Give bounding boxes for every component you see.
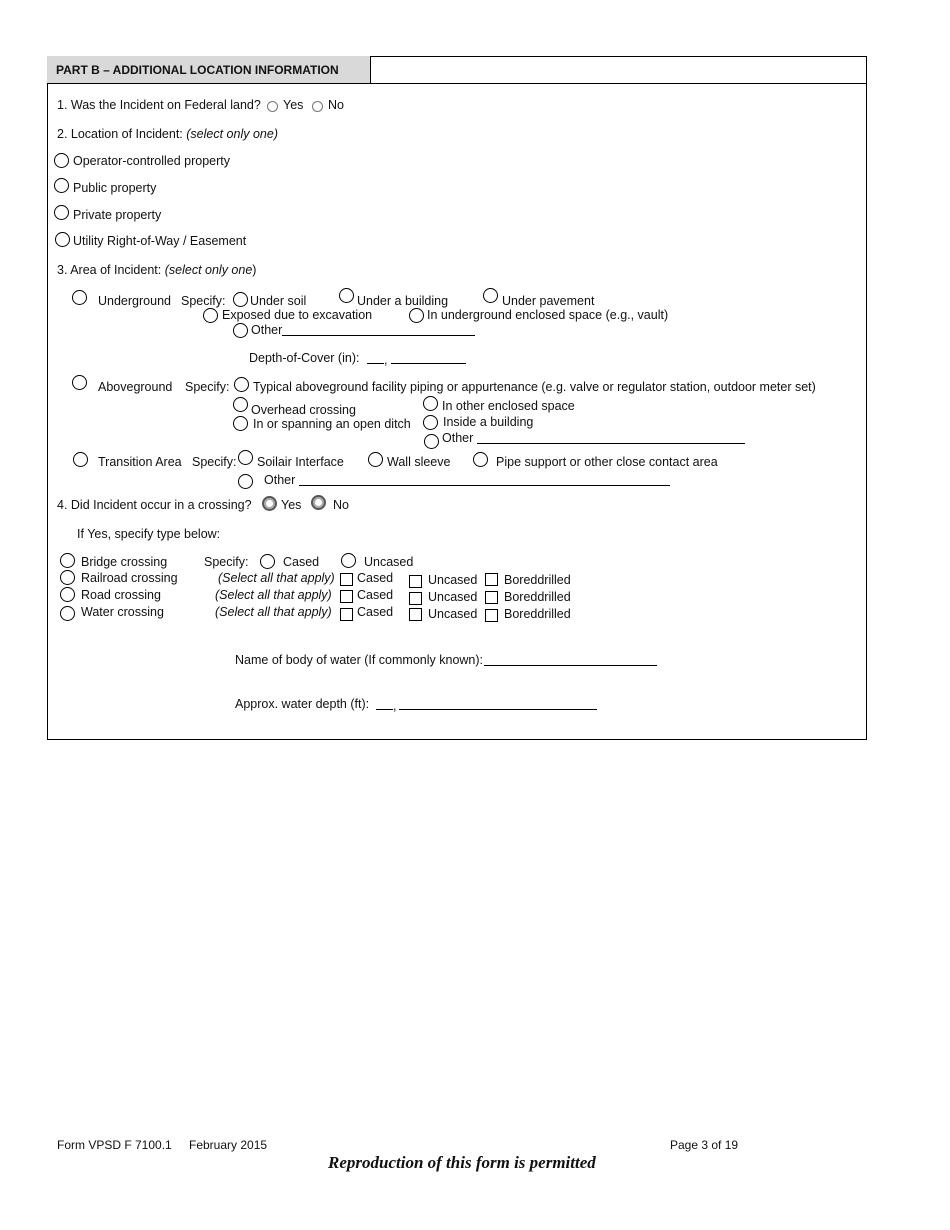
q3-ag-ditch-radio[interactable] bbox=[233, 416, 248, 431]
section-header: PART B – ADDITIONAL LOCATION INFORMATION bbox=[47, 56, 371, 84]
q3-ug-building-radio[interactable] bbox=[339, 288, 354, 303]
q3-ag-typical-radio[interactable] bbox=[234, 377, 249, 392]
q3-ug-soil-radio[interactable] bbox=[233, 292, 248, 307]
q3-ug-other-field[interactable] bbox=[282, 324, 475, 336]
q4-road-select-all: (Select all that apply) bbox=[215, 588, 332, 602]
q4-water-depth-field-b[interactable] bbox=[399, 698, 597, 710]
q4-water-uncased-checkbox[interactable] bbox=[409, 608, 422, 621]
q3-ag-ditch-label: In or spanning an open ditch bbox=[253, 417, 411, 431]
q3-tr-sleeve-label: Wall sleeve bbox=[387, 455, 451, 469]
q4-railroad-cased-checkbox[interactable] bbox=[340, 573, 353, 586]
q2-label bbox=[57, 127, 278, 141]
footer-form-id: Form VPSD F 7100.1 bbox=[57, 1138, 172, 1152]
q1-label: 1. Was the Incident on Federal land? bbox=[57, 98, 261, 112]
q4-no-label: No bbox=[333, 498, 349, 512]
q4-railroad-boreddrilled-checkbox[interactable] bbox=[485, 573, 498, 586]
q4-bridge-radio[interactable] bbox=[60, 553, 75, 568]
q3-tr-sleeve-radio[interactable] bbox=[368, 452, 383, 467]
q3-ug-pavement-radio[interactable] bbox=[483, 288, 498, 303]
q4-water-depth-label: Approx. water depth (ft): bbox=[235, 697, 370, 711]
q3-aboveground-radio[interactable] bbox=[72, 375, 87, 390]
q4-bridge-uncased-label: Uncased bbox=[364, 555, 414, 569]
q3-depth-label: Depth-of-Cover (in): bbox=[249, 351, 360, 365]
q1-no-radio[interactable] bbox=[312, 101, 323, 112]
q4-bridge-cased-radio[interactable] bbox=[260, 554, 275, 569]
q4-water-label: Water crossing bbox=[81, 605, 164, 619]
q3-label-text: 3. Area of Incident: bbox=[57, 263, 162, 277]
q2-radio-operator[interactable] bbox=[54, 153, 69, 168]
q3-tr-soilair-label: Soilair Interface bbox=[257, 455, 344, 469]
q4-sub-label: If Yes, specify type below: bbox=[77, 527, 221, 541]
q3-ug-excavation-radio[interactable] bbox=[203, 308, 218, 323]
q3-ug-excavation-label: Exposed due to excavation bbox=[222, 308, 373, 322]
q2-radio-private[interactable] bbox=[54, 205, 69, 220]
q3-ag-other-enclosed-label: In other enclosed space bbox=[442, 399, 575, 413]
q3-aboveground-label: Aboveground bbox=[98, 380, 173, 394]
q4-water-depth-sep: , bbox=[393, 699, 397, 713]
q3-tr-support-label: Pipe support or other close contact area bbox=[496, 455, 718, 469]
q4-railroad-boreddrilled-label: Boreddrilled bbox=[504, 573, 571, 587]
q3-ag-typical-label: Typical aboveground facility piping or appurtenance (e.g. valve or regulator station, outdoor meter set) bbox=[253, 380, 816, 394]
q3-tr-soilair-radio[interactable] bbox=[238, 450, 253, 465]
q3-transition-label: Transition Area bbox=[98, 455, 182, 469]
q4-road-cased-checkbox[interactable] bbox=[340, 590, 353, 603]
q4-road-cased-label: Cased bbox=[357, 588, 394, 602]
q4-label: 4. Did Incident occur in a crossing? bbox=[57, 498, 252, 512]
q4-railroad-radio[interactable] bbox=[60, 570, 75, 585]
q3-ug-enclosed-label: In underground enclosed space (e.g., vault) bbox=[427, 308, 669, 322]
q4-railroad-uncased-label: Uncased bbox=[428, 573, 478, 587]
q3-transition-radio[interactable] bbox=[73, 452, 88, 467]
q4-water-cased-label: Cased bbox=[357, 605, 394, 619]
footer-page: Page 3 of 19 bbox=[670, 1138, 739, 1152]
q4-water-name-field[interactable] bbox=[484, 654, 657, 666]
q3-depth-field-b[interactable] bbox=[391, 352, 466, 364]
header-divider bbox=[371, 83, 867, 84]
q3-ag-other-field[interactable] bbox=[477, 432, 745, 444]
q4-road-uncased-label: Uncased bbox=[428, 590, 478, 604]
q4-road-boreddrilled-label: Boreddrilled bbox=[504, 590, 571, 604]
q2-option-operator: Operator-controlled property bbox=[73, 154, 231, 168]
q4-yes-label: Yes bbox=[281, 498, 302, 512]
q4-water-boreddrilled-checkbox[interactable] bbox=[485, 609, 498, 622]
q4-bridge-uncased-radio[interactable] bbox=[341, 553, 356, 568]
q3-aboveground-specify: Specify: bbox=[185, 380, 230, 394]
q4-bridge-label: Bridge crossing bbox=[81, 555, 168, 569]
q3-tr-support-radio[interactable] bbox=[473, 452, 488, 467]
q3-depth-field-a[interactable] bbox=[367, 352, 384, 364]
q3-label: 3. Area of Incident: (select only one) bbox=[57, 263, 257, 277]
q3-ag-overhead-label: Overhead crossing bbox=[251, 403, 356, 417]
q4-road-uncased-checkbox[interactable] bbox=[409, 592, 422, 605]
q3-ug-enclosed-radio[interactable] bbox=[409, 308, 424, 323]
q1-yes-radio[interactable] bbox=[267, 101, 278, 112]
q3-tr-other-label: Other bbox=[264, 473, 296, 487]
q2-hint: (select only one) bbox=[186, 127, 278, 141]
q4-railroad-select-all: (Select all that apply) bbox=[218, 571, 335, 585]
q3-underground-specify: Specify: bbox=[181, 294, 226, 308]
q3-ug-building-label: Under a building bbox=[357, 294, 449, 308]
q3-hint: select only one bbox=[168, 263, 253, 277]
q2-option-private: Private property bbox=[73, 208, 162, 222]
q3-ag-overhead-radio[interactable] bbox=[233, 397, 248, 412]
q1-yes-label: Yes bbox=[283, 98, 304, 112]
q3-tr-other-radio[interactable] bbox=[238, 474, 253, 489]
q3-ag-inside-label: Inside a building bbox=[443, 415, 534, 429]
q4-road-boreddrilled-checkbox[interactable] bbox=[485, 591, 498, 604]
q4-water-name-label: Name of body of water (If commonly known): bbox=[235, 653, 484, 667]
q4-road-label: Road crossing bbox=[81, 588, 161, 602]
q3-ag-inside-radio[interactable] bbox=[423, 415, 438, 430]
q4-road-radio[interactable] bbox=[60, 587, 75, 602]
q4-water-boreddrilled-label: Boreddrilled bbox=[504, 607, 571, 621]
q4-water-depth-field-a[interactable] bbox=[376, 698, 393, 710]
q3-underground-radio[interactable] bbox=[72, 290, 87, 305]
q2-label-text: 2. Location of Incident: bbox=[57, 127, 183, 141]
q2-radio-row[interactable] bbox=[55, 232, 70, 247]
q4-bridge-specify: Specify: bbox=[204, 555, 249, 569]
q4-water-select-all: (Select all that apply) bbox=[215, 605, 332, 619]
q3-ug-pavement-label: Under pavement bbox=[502, 294, 595, 308]
q1-no-label: No bbox=[328, 98, 344, 112]
q3-ug-other-radio[interactable] bbox=[233, 323, 248, 338]
q3-ag-other-label: Other bbox=[442, 431, 474, 445]
q3-ag-other-radio[interactable] bbox=[424, 434, 439, 449]
q3-transition-specify: Specify: bbox=[192, 455, 237, 469]
q4-bridge-cased-label: Cased bbox=[283, 555, 320, 569]
q3-ag-other-enclosed-radio[interactable] bbox=[423, 396, 438, 411]
q4-water-uncased-label: Uncased bbox=[428, 607, 478, 621]
q3-underground-label: Underground bbox=[98, 294, 171, 308]
footer-reproduction-notice: Reproduction of this form is permitted bbox=[328, 1153, 596, 1172]
q4-water-radio[interactable] bbox=[60, 606, 75, 621]
q2-radio-public[interactable] bbox=[54, 178, 69, 193]
footer-date: February 2015 bbox=[189, 1138, 268, 1152]
q3-depth-sep: , bbox=[384, 353, 388, 367]
q4-railroad-label: Railroad crossing bbox=[81, 571, 178, 585]
q3-ug-other-label: Other bbox=[251, 323, 283, 337]
q4-yes-radio[interactable] bbox=[262, 496, 277, 511]
q4-no-radio[interactable] bbox=[311, 495, 326, 510]
q2-option-public: Public property bbox=[73, 181, 157, 195]
q4-railroad-cased-label: Cased bbox=[357, 571, 394, 585]
q4-water-cased-checkbox[interactable] bbox=[340, 608, 353, 621]
q3-ug-soil-label: Under soil bbox=[250, 294, 307, 308]
q2-option-row: Utility Right-of-Way / Easement bbox=[73, 234, 247, 248]
q3-tr-other-field[interactable] bbox=[299, 474, 670, 486]
q4-railroad-uncased-checkbox[interactable] bbox=[409, 575, 422, 588]
